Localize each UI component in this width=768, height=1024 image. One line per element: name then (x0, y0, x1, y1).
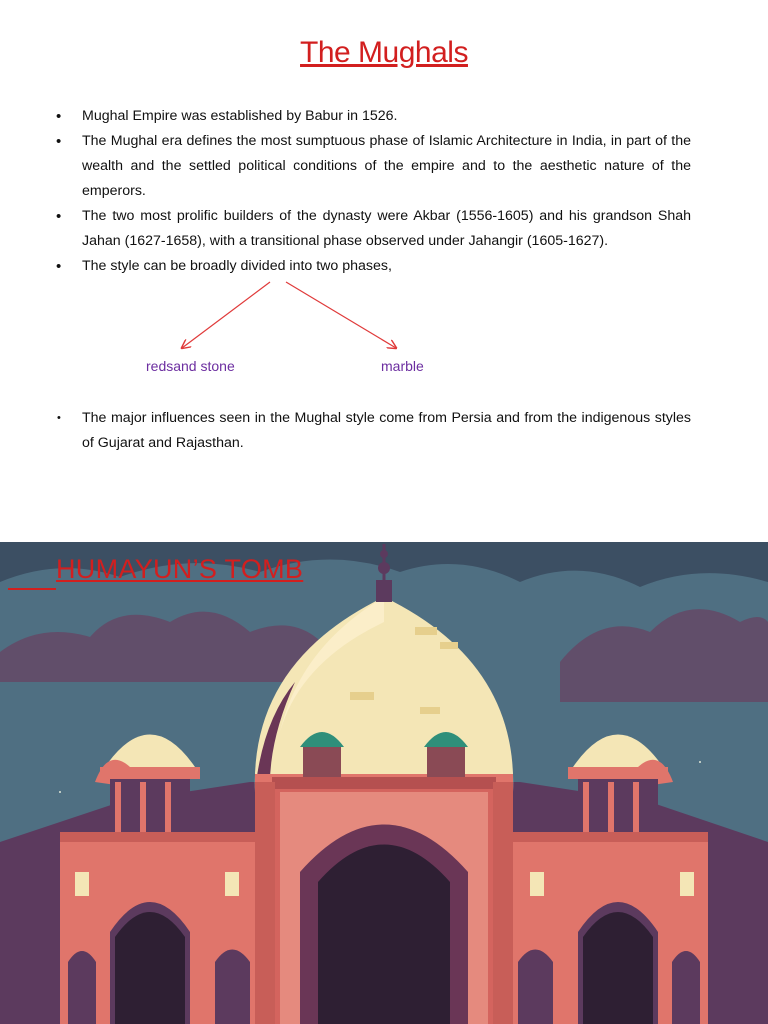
arrow-left (182, 282, 270, 348)
bullet-item: • The major influences seen in the Mughal style come from Persia and from the indigenous styles of Gujarat and Rajasthan. (55, 406, 691, 456)
phase-redsand-stone: redsand stone (146, 358, 235, 374)
page-title: The Mughals (300, 36, 468, 69)
phase-marble: marble (381, 358, 424, 374)
section-title: HUMAYUN’S TOMB (56, 554, 304, 584)
bullet-item: • The two most prolific builders of the dynasty were Akbar (1556-1605) and his grandson Shah Jahan (1627-1658), with a transitional phase observed under Jahangir (1605-1627). (55, 204, 691, 254)
title-underline-lead (8, 588, 56, 590)
influence-list (55, 406, 691, 456)
bullet-list (55, 104, 691, 279)
bullet-item: • Mughal Empire was established by Babur in 1526. (55, 104, 691, 129)
humayuns-tomb-illustration (0, 542, 768, 1024)
arrow-right (286, 282, 396, 348)
bullet-item: • The style can be broadly divided into two phases, (55, 254, 691, 279)
bullet-item: • The Mughal era defines the most sumptuous phase of Islamic Architecture in India, in part of the wealth and the settled political conditions of the empire and to the aesthetic nature of the emperors. (55, 129, 691, 204)
phase-arrows (0, 270, 768, 360)
